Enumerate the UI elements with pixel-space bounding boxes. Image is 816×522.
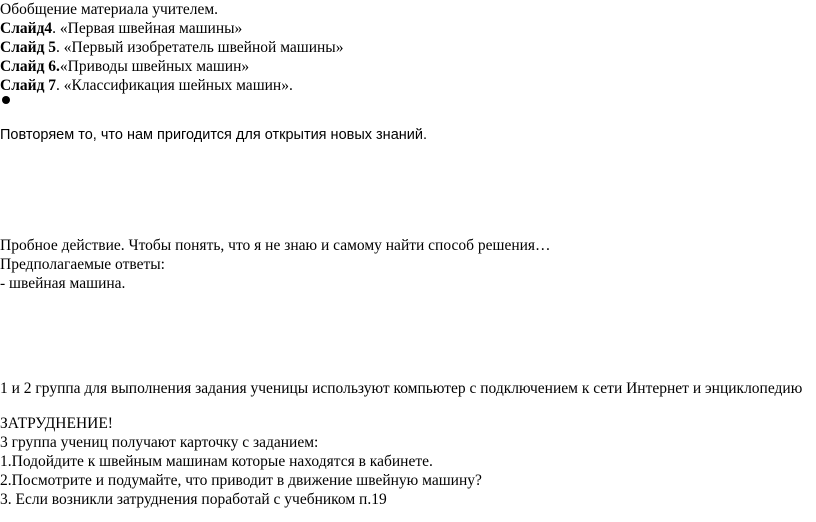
- task-item-2: 2.Посмотрите и подумайте, что приводит в движение швейную машину?: [0, 472, 482, 489]
- slide-line-6: [0, 57, 249, 76]
- slide-title: «Приводы швейных машин»: [59, 58, 250, 75]
- slide-title: . «Первая швейная машины»: [52, 20, 243, 37]
- expected-answers-title: Предполагаемые ответы:: [0, 256, 165, 273]
- group-3-title: 3 группа учениц получают карточку с заданием:: [0, 434, 319, 451]
- slide-label: Слайд 6.: [0, 58, 60, 75]
- slide-title: . «Первый изобретатель швейной машины»: [56, 39, 344, 56]
- slide-label: Слайд 5: [0, 39, 57, 56]
- expected-answer-item: - швейная машина.: [0, 275, 126, 292]
- slide-line-7: [0, 76, 293, 95]
- repeat-line: Повторяем то, что нам пригодится для открытия новых знаний.: [0, 127, 427, 143]
- difficulty-line: ЗАТРУДНЕНИЕ!: [0, 415, 113, 432]
- slide-label: Слайд4: [0, 20, 53, 37]
- bullet-icon: [2, 96, 10, 104]
- intro-line: Обобщение материала учителем.: [0, 1, 219, 18]
- task-item-3: 3. Если возникли затруднения поработай с учебником п.19: [0, 491, 387, 508]
- slide-label: Слайд 7: [0, 77, 57, 94]
- slide-title: . «Классификация шейных машин».: [56, 77, 293, 94]
- groups-1-2-line: 1 и 2 группа для выполнения задания ученицы используют компьютер с подключением к сети Интернет и энциклопедию: [0, 380, 803, 397]
- task-item-1: 1.Подойдите к швейным машинам которые находятся в кабинете.: [0, 453, 433, 470]
- trial-action-line: Пробное действие. Чтобы понять, что я не знаю и самому найти способ решения…: [0, 237, 551, 254]
- slide-line-4: [0, 19, 242, 38]
- slide-line-5: [0, 38, 343, 57]
